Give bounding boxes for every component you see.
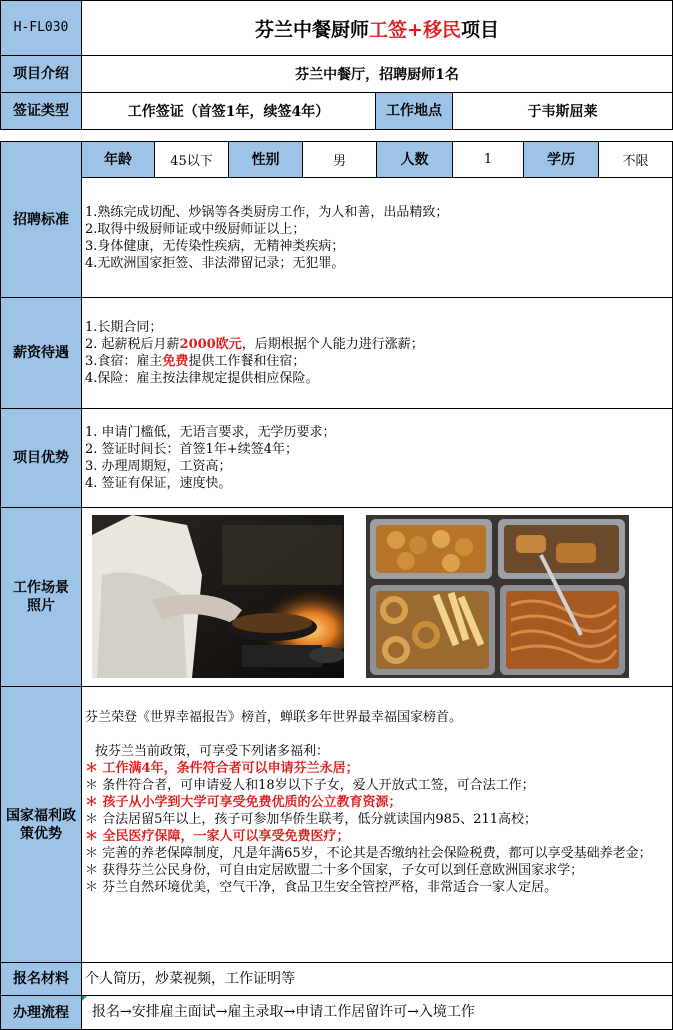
welfare-policy: 按芬兰当前政策，可享受下列诸多福利： xyxy=(95,744,330,759)
salary-text: 提供工作餐和住宿； xyxy=(188,354,306,369)
edu-label: 学历 xyxy=(523,141,599,178)
salary-amount: 2000欧元 xyxy=(179,337,242,352)
process-label: 办理流程 xyxy=(0,995,82,1030)
criteria-list xyxy=(81,177,673,298)
criteria-item: 4.无欧洲国家拒签、非法滞留记录；无犯罪。 xyxy=(85,256,345,271)
count-label: 人数 xyxy=(376,141,453,178)
location-value: 于韦斯屈莱 xyxy=(452,92,673,130)
welfare-item-highlight: ＊ 全民医疗保障，一家人可以享受免费医疗； xyxy=(85,829,350,844)
advantages-label: 项目优势 xyxy=(0,408,82,508)
criteria-item: 3.身体健康，无传染性疾病，无精神类疾病； xyxy=(85,239,345,254)
welfare-item: ＊ 条件符合者，可申请爱人和18岁以下子女，爱人开放式工签，可合法工作； xyxy=(85,778,535,793)
materials-value: 个人简历，炒菜视频，工作证明等 xyxy=(81,962,673,996)
advantage-item: 3. 办理周期短，工资高； xyxy=(85,459,232,474)
project-code: H-FL030 xyxy=(0,0,82,56)
buffet-food-photo xyxy=(366,515,629,678)
criteria-label: 招聘标准 xyxy=(0,141,82,298)
visa-value: 工作签证（首签1年，续签4年） xyxy=(81,92,376,130)
salary-line-1: 1.长期合同； xyxy=(85,320,163,335)
salary-list xyxy=(81,297,673,409)
salary-line-3 xyxy=(85,353,672,370)
photos-label: 工作场景照片 xyxy=(0,507,82,687)
salary-line-4: 4.保险：雇主按法律规定提供相应保险。 xyxy=(85,371,319,386)
advantages-list xyxy=(81,408,673,508)
chef-wok-photo xyxy=(92,515,344,678)
count-value: 1 xyxy=(452,141,524,178)
salary-text: ，后期根据个人能力进行涨薪； xyxy=(241,337,424,352)
advantage-item: 2. 签证时间长：首签1年+续签4年； xyxy=(85,442,298,457)
location-label: 工作地点 xyxy=(375,92,453,130)
salary-text: 2. 起薪税后月薪 xyxy=(85,337,180,352)
intro-value: 芬兰中餐厅，招聘厨师1名 xyxy=(81,55,673,93)
visa-label: 签证类型 xyxy=(0,92,82,130)
welfare-list xyxy=(81,686,673,963)
welfare-item: ＊ 获得芬兰公民身份，可自由定居欧盟二十多个国家，子女可以到任意欧洲国家求学； xyxy=(85,863,584,878)
gender-label: 性别 xyxy=(228,141,303,178)
edu-value: 不限 xyxy=(598,141,673,178)
materials-label: 报名材料 xyxy=(0,962,82,996)
criteria-item: 1.熟练完成切配、炒锅等各类厨房工作，为人和善，出品精致； xyxy=(85,205,449,220)
advantage-item: 1. 申请门槛低，无语言要求，无学历要求； xyxy=(85,425,336,440)
salary-label: 薪资待遇 xyxy=(0,297,82,409)
salary-free: 免费 xyxy=(162,354,189,369)
welfare-item: ＊ 芬兰自然环境优美，空气干净，食品卫生安全管控严格，非常适合一家人定居。 xyxy=(85,880,558,895)
salary-line-2 xyxy=(85,336,672,353)
advantage-item: 4. 签证有保证，速度快。 xyxy=(85,476,232,491)
process-value: 报名→安排雇主面试→雇主录取→申请工作居留许可→入境工作 xyxy=(81,995,673,1030)
welfare-intro: 芬兰荣登《世界幸福报告》榜首，蝉联多年世界最幸福国家榜首。 xyxy=(85,710,463,725)
intro-label: 项目介绍 xyxy=(0,55,82,93)
gender-value: 男 xyxy=(302,141,377,178)
cell-marker-icon xyxy=(82,996,87,1001)
title-part-2: 工签+移民 xyxy=(369,18,461,41)
salary-text: 3.食宿：雇主 xyxy=(85,354,163,369)
title-part-1: 芬兰中餐厨师 xyxy=(255,18,370,41)
welfare-item-highlight: ＊ 孩子从小学到大学可享受免费优质的公立教育资源； xyxy=(85,795,402,810)
age-value: 45以下 xyxy=(154,141,229,178)
welfare-item: ＊ 完善的养老保障制度，凡是年满65岁，不论其是否缴纳社会保险税费，都可以享受基础养老金； xyxy=(85,846,652,861)
page-title xyxy=(81,0,673,56)
welfare-label: 国家福利政策优势 xyxy=(0,686,82,963)
age-label: 年龄 xyxy=(81,141,155,178)
welfare-item-highlight: ＊ 工作满4年，条件符合者可以申请芬兰永居； xyxy=(85,761,359,776)
criteria-item: 2.取得中级厨师证或中级厨师证以上； xyxy=(85,222,306,237)
welfare-item: ＊ 合法居留5年以上，孩子可参加华侨生联考，低分就读国内985、211高校； xyxy=(85,812,538,827)
title-part-3: 项目 xyxy=(460,18,499,41)
